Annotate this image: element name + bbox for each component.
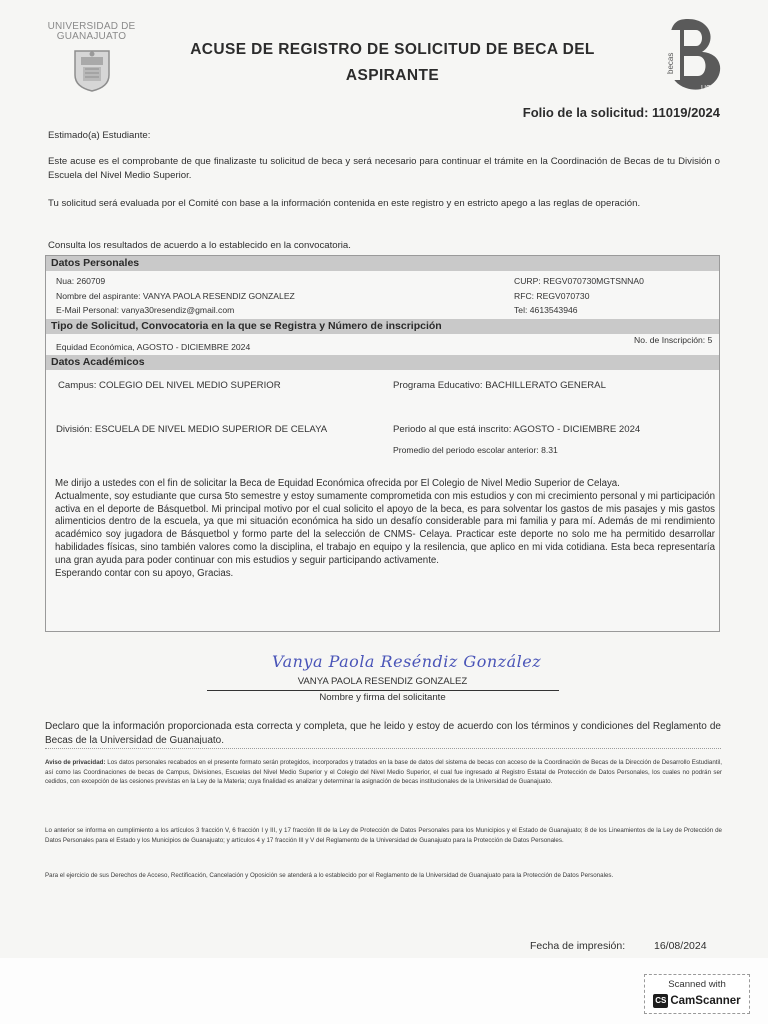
nua-field: Nua: 260709 [56, 276, 106, 286]
email-field: E-Mail Personal: vanya30resendiz@gmail.com [56, 305, 235, 315]
svg-text:UG: UG [701, 85, 712, 92]
camscanner-name: CamScanner [670, 994, 741, 1007]
periodo-field: Periodo al que está inscrito: AGOSTO - DICIEMBRE 2024 [393, 424, 641, 435]
letter-paragraph-3: Esperando contar con su apoyo, Gracias. [55, 567, 234, 579]
intro-paragraph-3: Consulta los resultados de acuerdo a lo establecido en la convocatoria. [48, 240, 351, 251]
divider [45, 748, 721, 749]
signature-line [207, 690, 559, 691]
svg-text:becas: becas [666, 52, 675, 74]
data-table [45, 255, 720, 632]
curp-field: CURP: REGV070730MGTSNNA0 [514, 276, 644, 286]
university-crest-icon [69, 45, 115, 93]
privacy-notice-label: Aviso de privacidad: [45, 759, 106, 766]
folio-number: Folio de la solicitud: 11019/2024 [522, 105, 720, 120]
camscanner-badge [644, 974, 750, 1014]
programa-field: Programa Educativo: BACHILLERATO GENERAL [393, 380, 606, 391]
signature-label: Nombre y firma del solicitante [319, 692, 446, 703]
letter-paragraph-1: Me dirijo a ustedes con el fin de solicitar la Beca de Equidad Económica ofrecida por El Colegio de Nivel Medio Superior de Celaya. [55, 478, 620, 489]
print-date-value: 16/08/2024 [654, 940, 707, 952]
camscanner-icon: CS [653, 994, 668, 1008]
becas-ug-logo-icon [662, 14, 726, 94]
signature-printed-name: VANYA PAOLA RESENDIZ GONZALEZ [297, 676, 468, 687]
nombre-field: Nombre del aspirante: VANYA PAOLA RESENDIZ GONZALEZ [56, 291, 295, 301]
division-field: División: ESCUELA DE NIVEL MEDIO SUPERIOR DE CELAYA [56, 424, 328, 435]
tel-field: Tel: 4613543946 [514, 305, 578, 315]
rfc-field: RFC: REGV070730 [514, 291, 590, 301]
handwritten-signature: Vanya Paola Reséndiz González [272, 652, 542, 671]
privacy-notice-paragraph-3: Para el ejercicio de sus Derechos de Acceso, Rectificación, Cancelación y Oposición se atenderá a lo establecido por el Reglamento de la Universidad de Guanajuato para la Protección de Datos Personales. [45, 872, 614, 879]
section-header-academicos: Datos Académicos [46, 355, 719, 370]
tipo-solicitud-field: Equidad Económica, AGOSTO - DICIEMBRE 2024 [56, 342, 251, 352]
university-name-line1: UNIVERSIDAD DE [47, 21, 136, 32]
declaration-text: Declaro que la información proporcionada esta correcta y completa, que he leido y estoy de acuerdo con los términos y condiciones del Reglamento de Becas de la Universidad de Guanajuato. [45, 721, 721, 744]
university-logo [44, 22, 139, 96]
inscripcion-field: No. de Inscripción: 5 [634, 335, 713, 345]
motivation-letter [55, 478, 715, 580]
letter-paragraph-2: Actualmente, soy estudiante que cursa 5to semestre y estoy sumamente comprometida con mis estudios y con mi crecimiento personal y mi participación activa en el deporte de Básquetbol. Mi principal motivo por el cual solicito el apoyo de la beca, es para solventar los gastos de mis pasajes y mis gastos alimenticios dentro de la escuela, ya que mi situación económica ha sido un desafío considerable para mi familia y para mí. Además de mi rendimiento académico soy jugadora de Básquetbol y formo parte del la selección de CNMS- Celaya. Practicar este deporte no solo me ha permitido desarrollar habilidades físicas, sino también valores como la disciplina, el trabajo en equipo y la resilencia, que aplico en mi vida cotidiana. Esta beca representaría una gran ayuda para poder continuar con mis estudios y seguir participando activamente. [55, 490, 715, 566]
university-name-line2: GUANAJUATO [56, 31, 127, 42]
section-header-solicitud: Tipo de Solicitud, Convocatoria en la que se Registra y Número de inscripción [46, 319, 719, 334]
scanned-with-text: Scanned with [668, 979, 726, 990]
privacy-notice-paragraph-2: Lo anterior se informa en cumplimiento a los artículos 3 fracción V, 6 fracción I y III, y 17 fracción III de la Ley de Protección de Datos Personales para los Municipios y el Estado de Guanajuato; 8 de los Lineamientos de la Ley de Protección de Datos Personales para el Estado y los Municipios de Guanajuato; y artículos 4 y 17 fracción III y V del Reglamento de la Universidad de Guanajuato para la Protección de Datos Personales. [45, 827, 722, 844]
intro-paragraph-1: Este acuse es el comprobante de que finalizaste tu solicitud de beca y será necesario para continuar el trámite en la Coordinación de Becas de tu División o Escuela del Nivel Medio Superior. [48, 156, 720, 181]
section-header-personal: Datos Personales [46, 256, 719, 271]
print-date-label: Fecha de impresión: [530, 940, 626, 952]
campus-field: Campus: COLEGIO DEL NIVEL MEDIO SUPERIOR [58, 380, 281, 391]
privacy-notice-paragraph-1: Aviso de privacidad: Los datos personales recabados en el presente formato serán protegidos, incorporados y tratados en la base de datos del sistema de becas con acceso de la Coordinación de Becas de la Dirección de Desarrollo Estudiantil, así como las Coordinaciones de becas de Campus, Divisiones, Escuelas del Nivel Medio Superior y el Colegio del Nivel Medio Superior, el cual fue ingresado al Registro Estatal de Protección de Datos Personales, los cuales no podrán ser cedidos, con excepción de las cesiones previstas en la Ley de la Materia; cuya finalidad es analizar y determinar la asignación de becas institucionales de la Universidad de Guanajuato. [45, 759, 722, 786]
promedio-field: Promedio del periodo escolar anterior: 8.31 [393, 445, 558, 455]
intro-paragraph-2: Tu solicitud será evaluada por el Comité con base a la información contenida en este registro y en estricto apego a las reglas de operación. [48, 198, 641, 209]
greeting: Estimado(a) Estudiante: [48, 130, 151, 141]
document-title: ACUSE DE REGISTRO DE SOLICITUD DE BECA DEL ASPIRANTE [190, 41, 595, 84]
